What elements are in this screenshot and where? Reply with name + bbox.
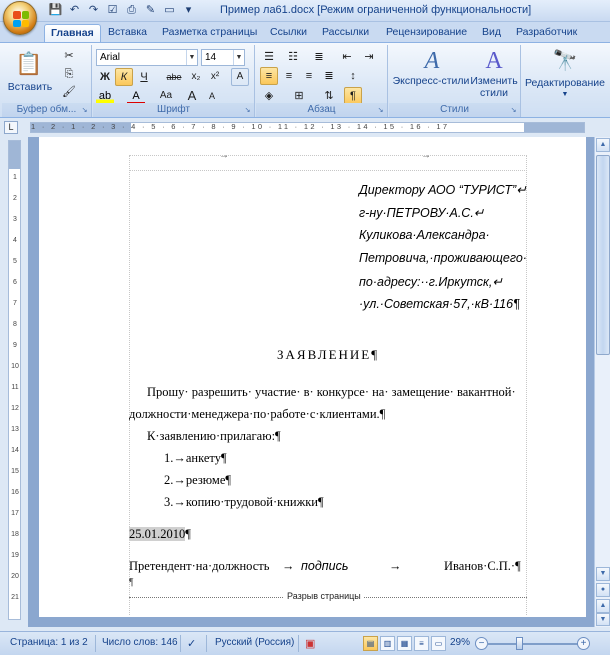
vertical-ruler-number: 7 <box>13 300 17 307</box>
address-line: ·ул.·Советская·57,·кВ·116¶ <box>359 297 520 311</box>
body-line: Прошу· разрешить· участие· в· конкурсе· на· замещение· вакантной· <box>147 385 516 399</box>
document-area[interactable] <box>28 137 594 627</box>
vertical-ruler-number: 15 <box>11 468 19 475</box>
vertical-scrollbar[interactable] <box>594 137 610 627</box>
web-layout-icon[interactable]: ▦ <box>397 636 412 651</box>
group-label-paragraph: Абзац <box>256 103 387 117</box>
format-painter-icon[interactable]: ✎ <box>145 4 156 16</box>
decrease-indent-icon[interactable]: ⇤ <box>342 51 352 63</box>
clear-format-button[interactable]: A <box>231 68 249 86</box>
tab-mailings[interactable]: Рассылки <box>322 26 370 38</box>
vertical-ruler[interactable] <box>8 140 21 620</box>
language-indicator[interactable]: Русский (Россия) <box>215 637 295 648</box>
vertical-ruler-numbers <box>10 171 20 612</box>
group-font <box>93 45 255 117</box>
group-paragraph <box>256 45 388 117</box>
body-line: должности·менеджера·по·работе·с·клиентами.¶ <box>129 407 386 421</box>
print-icon[interactable]: ⎙ <box>127 4 136 16</box>
scroll-down-icon[interactable]: ▼ <box>596 567 610 581</box>
paste-label[interactable]: Вставить <box>7 81 53 93</box>
quick-styles-label[interactable]: Экспресс-стили <box>392 75 470 87</box>
group-styles <box>389 45 521 117</box>
checkbox-icon[interactable]: ☑ <box>107 4 118 16</box>
tab-review[interactable]: Рецензирование <box>386 26 468 38</box>
tab-marker-icon: → <box>421 150 431 161</box>
print-layout-icon[interactable]: ▤ <box>363 636 378 651</box>
address-line: Петровича,·проживающего· <box>359 251 527 265</box>
bold-button[interactable]: Ж <box>100 71 110 83</box>
copy-icon[interactable]: ⎘ <box>64 68 74 80</box>
status-bar <box>0 631 610 655</box>
shape-icon[interactable]: ▭ <box>164 4 175 16</box>
address-line: г-ну·ПЕТРОВУ·А.С.↵ <box>359 206 485 220</box>
macro-record-icon[interactable]: ▣ <box>305 638 316 650</box>
font-size-combo[interactable] <box>201 49 245 66</box>
undo-icon[interactable]: ↶ <box>69 4 80 16</box>
vertical-ruler-number: 8 <box>13 321 17 328</box>
ruler-numbers: 1 · 2 · 1 · 2 · 3 · 4 · 5 · 6 · 7 · 8 · 9 · 10 · 11 · 12 · 13 · 14 · 15 · 16 · 17 <box>31 122 450 131</box>
dialog-launcher-icon[interactable]: ↘ <box>244 107 251 114</box>
vertical-ruler-number: 17 <box>11 510 19 517</box>
save-icon[interactable]: 💾 <box>48 4 63 16</box>
quick-access-toolbar <box>48 3 196 18</box>
office-button[interactable] <box>3 1 37 35</box>
zoom-slider-handle[interactable] <box>516 637 523 650</box>
tab-marker-icon: → <box>389 559 402 573</box>
window-title: Пример ла61.docx [Режим ограниченной функциональности] <box>220 4 532 16</box>
vertical-ruler-number: 19 <box>11 552 19 559</box>
shrink-font-button[interactable]: A <box>208 91 215 101</box>
document-page[interactable] <box>39 137 586 617</box>
address-line: Куликова·Александра· <box>359 228 490 242</box>
vertical-ruler-number: 16 <box>11 489 19 496</box>
full-screen-reading-icon[interactable]: ▥ <box>380 636 395 651</box>
tab-home[interactable]: Главная <box>44 24 101 42</box>
list-item: 3.→копию·трудовой·книжки¶ <box>164 495 324 509</box>
group-editing <box>522 45 608 117</box>
font-name-value: Arial <box>100 52 121 63</box>
highlight-icon[interactable]: ab <box>96 87 114 105</box>
zoom-out-icon[interactable]: − <box>475 637 488 650</box>
vertical-ruler-number: 10 <box>11 363 19 370</box>
font-color-button[interactable]: A <box>127 87 145 105</box>
page-break <box>129 591 527 601</box>
vertical-ruler-number: 6 <box>13 279 17 286</box>
change-styles-icon[interactable]: A <box>485 48 503 74</box>
spellcheck-icon[interactable]: ✓ <box>187 638 197 650</box>
borders-icon[interactable]: ⊞ <box>294 90 304 102</box>
dialog-launcher-icon[interactable]: ↘ <box>81 107 88 114</box>
draft-view-icon[interactable]: ▭ <box>431 636 446 651</box>
tab-view[interactable]: Вид <box>482 26 501 38</box>
horizontal-ruler <box>0 119 610 136</box>
attachments-line: К·заявлению·прилагаю:¶ <box>147 429 281 443</box>
chevron-down-icon[interactable]: ▼ <box>233 50 244 65</box>
align-left-icon[interactable]: ≡ <box>260 67 278 85</box>
increase-indent-icon[interactable]: ⇥ <box>364 51 374 63</box>
page-count[interactable]: Страница: 1 из 2 <box>10 637 88 648</box>
list-item: 2.→резюме¶ <box>164 473 232 487</box>
group-label-font: Шрифт <box>93 103 254 117</box>
vertical-ruler-number: 21 <box>11 594 19 601</box>
outline-view-icon[interactable]: ≡ <box>414 636 429 651</box>
bullets-icon[interactable]: ☰ <box>264 51 274 63</box>
group-label-styles: Стили <box>389 103 520 117</box>
ruler-track[interactable] <box>30 122 585 133</box>
format-painter-icon[interactable]: 🖌 <box>62 86 76 98</box>
show-marks-button[interactable]: ¶ <box>344 87 362 105</box>
previous-page-icon[interactable]: ▲ <box>596 599 610 613</box>
vertical-ruler-number: 4 <box>13 237 17 244</box>
vertical-ruler-number: 13 <box>11 426 19 433</box>
align-right-icon[interactable]: ≡ <box>305 70 313 82</box>
binoculars-icon[interactable]: 🔭 <box>552 50 578 72</box>
scroll-up-icon[interactable]: ▲ <box>596 138 610 152</box>
empty-paragraph-mark: ¶ <box>129 577 134 588</box>
sort-icon[interactable]: ⇅ <box>324 90 334 102</box>
vertical-ruler-number: 3 <box>13 216 17 223</box>
italic-button[interactable]: К <box>115 68 133 86</box>
vertical-ruler-number: 2 <box>13 195 17 202</box>
font-size-value: 14 <box>205 52 217 63</box>
tab-references[interactable]: Ссылки <box>270 26 307 38</box>
document-heading: ЗАЯВЛЕНИЕ¶ <box>277 347 380 362</box>
zoom-slider-track[interactable] <box>487 643 582 645</box>
multilevel-list-icon[interactable]: ≣ <box>314 51 324 63</box>
tab-marker-icon: → <box>282 559 295 573</box>
address-line: Директору АОО “ТУРИСТ”↵ <box>359 183 527 197</box>
change-styles-label[interactable]: Изменить стили <box>470 75 518 99</box>
list-item: 1.→анкету¶ <box>164 451 227 465</box>
dropdown-icon[interactable]: ▾ <box>185 4 192 16</box>
font-name-combo[interactable] <box>96 49 198 66</box>
signature-placeholder: подпись <box>301 559 349 573</box>
ribbon-tabs <box>0 22 610 42</box>
title-bar <box>0 0 610 22</box>
word-count[interactable]: Число слов: 146 <box>102 637 178 648</box>
vertical-ruler-number: 20 <box>11 573 19 580</box>
strikethrough-button[interactable]: abe <box>166 72 182 82</box>
scrollbar-thumb[interactable] <box>596 155 610 355</box>
chevron-down-icon[interactable]: ▼ <box>561 91 569 98</box>
group-clipboard <box>2 45 92 117</box>
office-logo-icon <box>13 11 29 27</box>
editing-label[interactable]: Редактирование <box>525 77 605 89</box>
tab-insert[interactable]: Вставка <box>108 26 148 38</box>
chevron-down-icon[interactable]: ▼ <box>186 50 197 65</box>
change-case-button[interactable]: Aa <box>159 90 173 101</box>
vertical-ruler-number: 5 <box>13 258 17 265</box>
page-break-label: Разрыв страницы <box>284 591 364 601</box>
vertical-ruler-number: 1 <box>13 174 17 181</box>
numbering-icon[interactable]: ☷ <box>288 51 298 63</box>
signature-right: Иванов·С.П.·¶ <box>444 559 521 573</box>
shading-icon[interactable]: ◈ <box>264 90 274 102</box>
group-label-clipboard: Буфер обм... <box>2 103 91 117</box>
superscript-button[interactable]: x² <box>210 71 220 82</box>
ribbon <box>0 42 610 118</box>
tab-page-layout[interactable]: Разметка страницы <box>162 26 258 38</box>
align-center-icon[interactable]: ≡ <box>285 70 293 82</box>
tab-developer[interactable]: Разработчик <box>516 26 578 38</box>
zoom-level[interactable]: 29% <box>450 637 471 648</box>
vertical-ruler-number: 11 <box>11 384 19 391</box>
vertical-ruler-number: 18 <box>11 531 19 538</box>
next-page-icon[interactable]: ▼ <box>596 613 610 626</box>
address-line: по·адресу:··г.Иркутск,↵ <box>359 275 503 289</box>
vertical-ruler-number: 9 <box>13 342 17 349</box>
select-browse-object-icon[interactable]: ● <box>596 583 610 597</box>
vertical-ruler-number: 12 <box>11 405 19 412</box>
redo-icon[interactable]: ↷ <box>88 4 99 16</box>
date-line: 25.01.2010¶ <box>129 527 191 541</box>
tab-selector-icon[interactable]: L <box>4 121 18 134</box>
cut-icon[interactable]: ✂ <box>64 50 74 62</box>
vertical-ruler-number: 14 <box>11 447 19 454</box>
quick-styles-icon[interactable]: A <box>424 48 440 74</box>
subscript-button[interactable]: x₂ <box>191 71 201 82</box>
dialog-launcher-icon[interactable]: ↘ <box>510 107 517 114</box>
signature-left: Претендент·на·должность <box>129 559 270 573</box>
line-spacing-icon[interactable]: ↕ <box>350 70 356 82</box>
justify-icon[interactable]: ≣ <box>324 70 334 82</box>
underline-button[interactable]: Ч <box>140 71 148 83</box>
paste-icon[interactable]: 📋 <box>15 51 43 76</box>
zoom-in-icon[interactable]: + <box>577 637 590 650</box>
tab-marker-icon: → <box>219 150 229 161</box>
grow-font-button[interactable]: A <box>187 88 197 103</box>
dialog-launcher-icon[interactable]: ↘ <box>377 107 384 114</box>
